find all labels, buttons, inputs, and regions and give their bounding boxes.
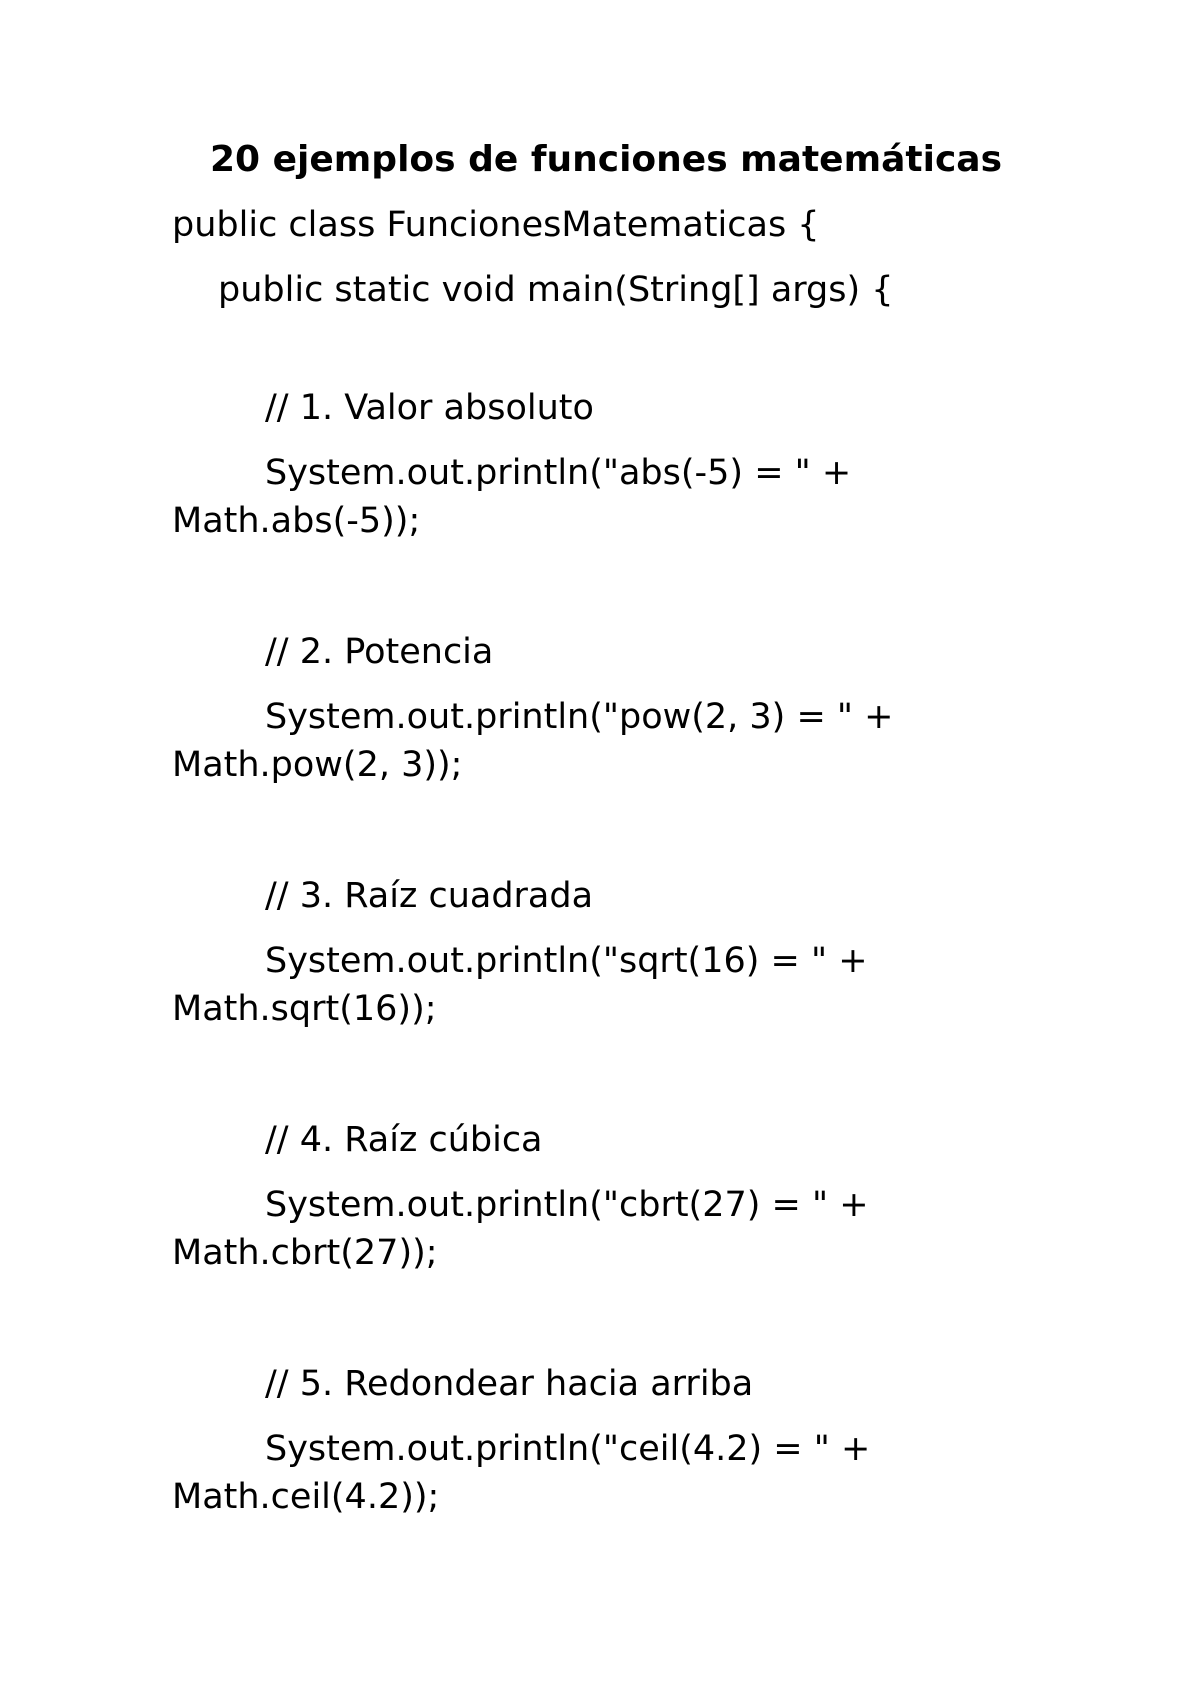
example-comment: // 3. Raíz cuadrada	[265, 876, 594, 916]
document-title: 20 ejemplos de funciones matemáticas	[209, 139, 1003, 180]
main-method-declaration: public static void main(String[] args) {	[218, 270, 894, 310]
example-code-line: System.out.println("ceil(4.2) = " +	[265, 1429, 871, 1469]
example-comment: // 2. Potencia	[265, 632, 494, 672]
example-code-line: System.out.println("cbrt(27) = " +	[265, 1185, 869, 1225]
class-declaration: public class FuncionesMatematicas {	[172, 205, 820, 245]
example-comment: // 5. Redondear hacia arriba	[265, 1364, 754, 1404]
example-code-line: System.out.println("pow(2, 3) = " +	[265, 697, 894, 737]
example-code-line: Math.pow(2, 3));	[172, 745, 463, 785]
example-code-line: Math.ceil(4.2));	[172, 1477, 440, 1517]
example-code-line: Math.sqrt(16));	[172, 989, 437, 1029]
example-code-line: System.out.println("sqrt(16) = " +	[265, 941, 868, 981]
example-comment: // 1. Valor absoluto	[265, 388, 594, 428]
example-code-line: Math.abs(-5));	[172, 501, 421, 541]
example-code-line: System.out.println("abs(-5) = " +	[265, 453, 852, 493]
example-comment: // 4. Raíz cúbica	[265, 1120, 543, 1160]
example-code-line: Math.cbrt(27));	[172, 1233, 438, 1273]
